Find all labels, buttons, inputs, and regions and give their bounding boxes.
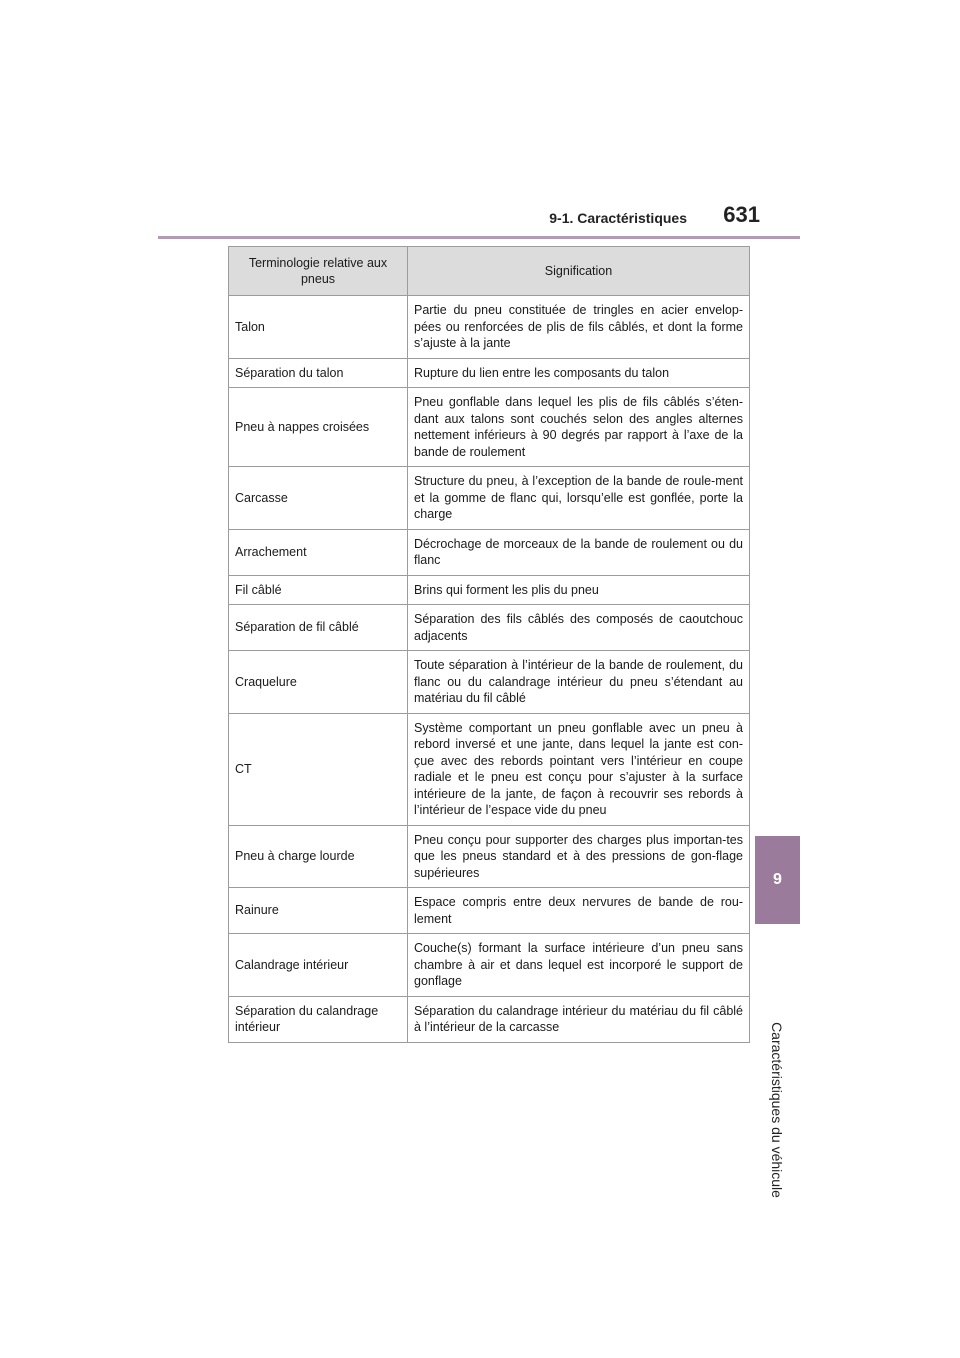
term-cell: Séparation du calandrage intérieur xyxy=(229,996,408,1042)
term-cell: Séparation de fil câblé xyxy=(229,605,408,651)
chapter-tab xyxy=(755,836,800,924)
table-row xyxy=(229,388,750,467)
table-row xyxy=(229,934,750,997)
table-row xyxy=(229,825,750,888)
table-row xyxy=(229,996,750,1042)
table-row xyxy=(229,575,750,605)
table-row xyxy=(229,605,750,651)
meaning-cell: Pneu conçu pour supporter des charges plus importan-tes que les pneus standard et à des pressions de gon-flage supérieures xyxy=(408,825,750,888)
meaning-cell: Brins qui forment les plis du pneu xyxy=(408,575,750,605)
meaning-cell: Structure du pneu, à l’exception de la bande de roule-ment et la gomme de flanc qui, lorsqu’elle est gonflée, porte la charge xyxy=(408,467,750,530)
table-row xyxy=(229,713,750,825)
meaning-cell: Pneu gonflable dans lequel les plis de fils câblés s’éten-dant aux talons sont couchés selon des angles alternes nettement inférieurs à 90 degrés par rapport à l’axe de la bande de roulement xyxy=(408,388,750,467)
term-cell: Pneu à nappes croisées xyxy=(229,388,408,467)
table-header-row xyxy=(229,247,750,296)
term-cell: Carcasse xyxy=(229,467,408,530)
term-cell: Rainure xyxy=(229,888,408,934)
meaning-cell: Système comportant un pneu gonflable avec un pneu à rebord inversé et une jante, dans lequel la jante est con-çue avec des rebords pointant vers l’intérieur en coupe radiale et le pneu est conçu pour s’ajuster à la surface intérieure de la jante, de façon à recouvrir ses rebords à l’intérieur de l’espace vide du pneu xyxy=(408,713,750,825)
page-header xyxy=(158,200,800,239)
term-cell: Pneu à charge lourde xyxy=(229,825,408,888)
meaning-cell: Séparation des fils câblés des composés de caoutchouc adjacents xyxy=(408,605,750,651)
meaning-cell: Rupture du lien entre les composants du talon xyxy=(408,358,750,388)
column-header-meaning: Signification xyxy=(408,247,750,296)
table-row xyxy=(229,467,750,530)
table-row xyxy=(229,651,750,714)
terminology-table xyxy=(228,246,750,1043)
term-cell: Calandrage intérieur xyxy=(229,934,408,997)
table-row xyxy=(229,296,750,359)
meaning-cell: Décrochage de morceaux de la bande de roulement ou du flanc xyxy=(408,529,750,575)
chapter-title: Caractéristiques du véhicule xyxy=(769,1022,785,1198)
table-row xyxy=(229,358,750,388)
chapter-number: 9 xyxy=(773,871,782,888)
meaning-cell: Séparation du calandrage intérieur du matériau du fil câblé à l’intérieur de la carcasse xyxy=(408,996,750,1042)
term-cell: Fil câblé xyxy=(229,575,408,605)
meaning-cell: Partie du pneu constituée de tringles en acier envelop-pées ou renforcées de plis de fils câblés, et dont la forme s’ajuste à la jante xyxy=(408,296,750,359)
section-title: 9-1. Caractéristiques xyxy=(549,210,687,226)
meaning-cell: Toute séparation à l’intérieur de la bande de roulement, du flanc ou du calandrage intérieur du pneu s’étendant au matériau du fil câblé xyxy=(408,651,750,714)
column-header-term: Terminologie relative aux pneus xyxy=(229,247,408,296)
meaning-cell: Couche(s) formant la surface intérieure d’un pneu sans chambre à air et dans lequel est incorporé le support de gonflage xyxy=(408,934,750,997)
table-row xyxy=(229,888,750,934)
meaning-cell: Espace compris entre deux nervures de bande de rou-lement xyxy=(408,888,750,934)
term-cell: Arrachement xyxy=(229,529,408,575)
table-row xyxy=(229,529,750,575)
term-cell: Talon xyxy=(229,296,408,359)
term-cell: Craquelure xyxy=(229,651,408,714)
term-cell: Séparation du talon xyxy=(229,358,408,388)
page-number: 631 xyxy=(723,202,760,227)
term-cell: CT xyxy=(229,713,408,825)
